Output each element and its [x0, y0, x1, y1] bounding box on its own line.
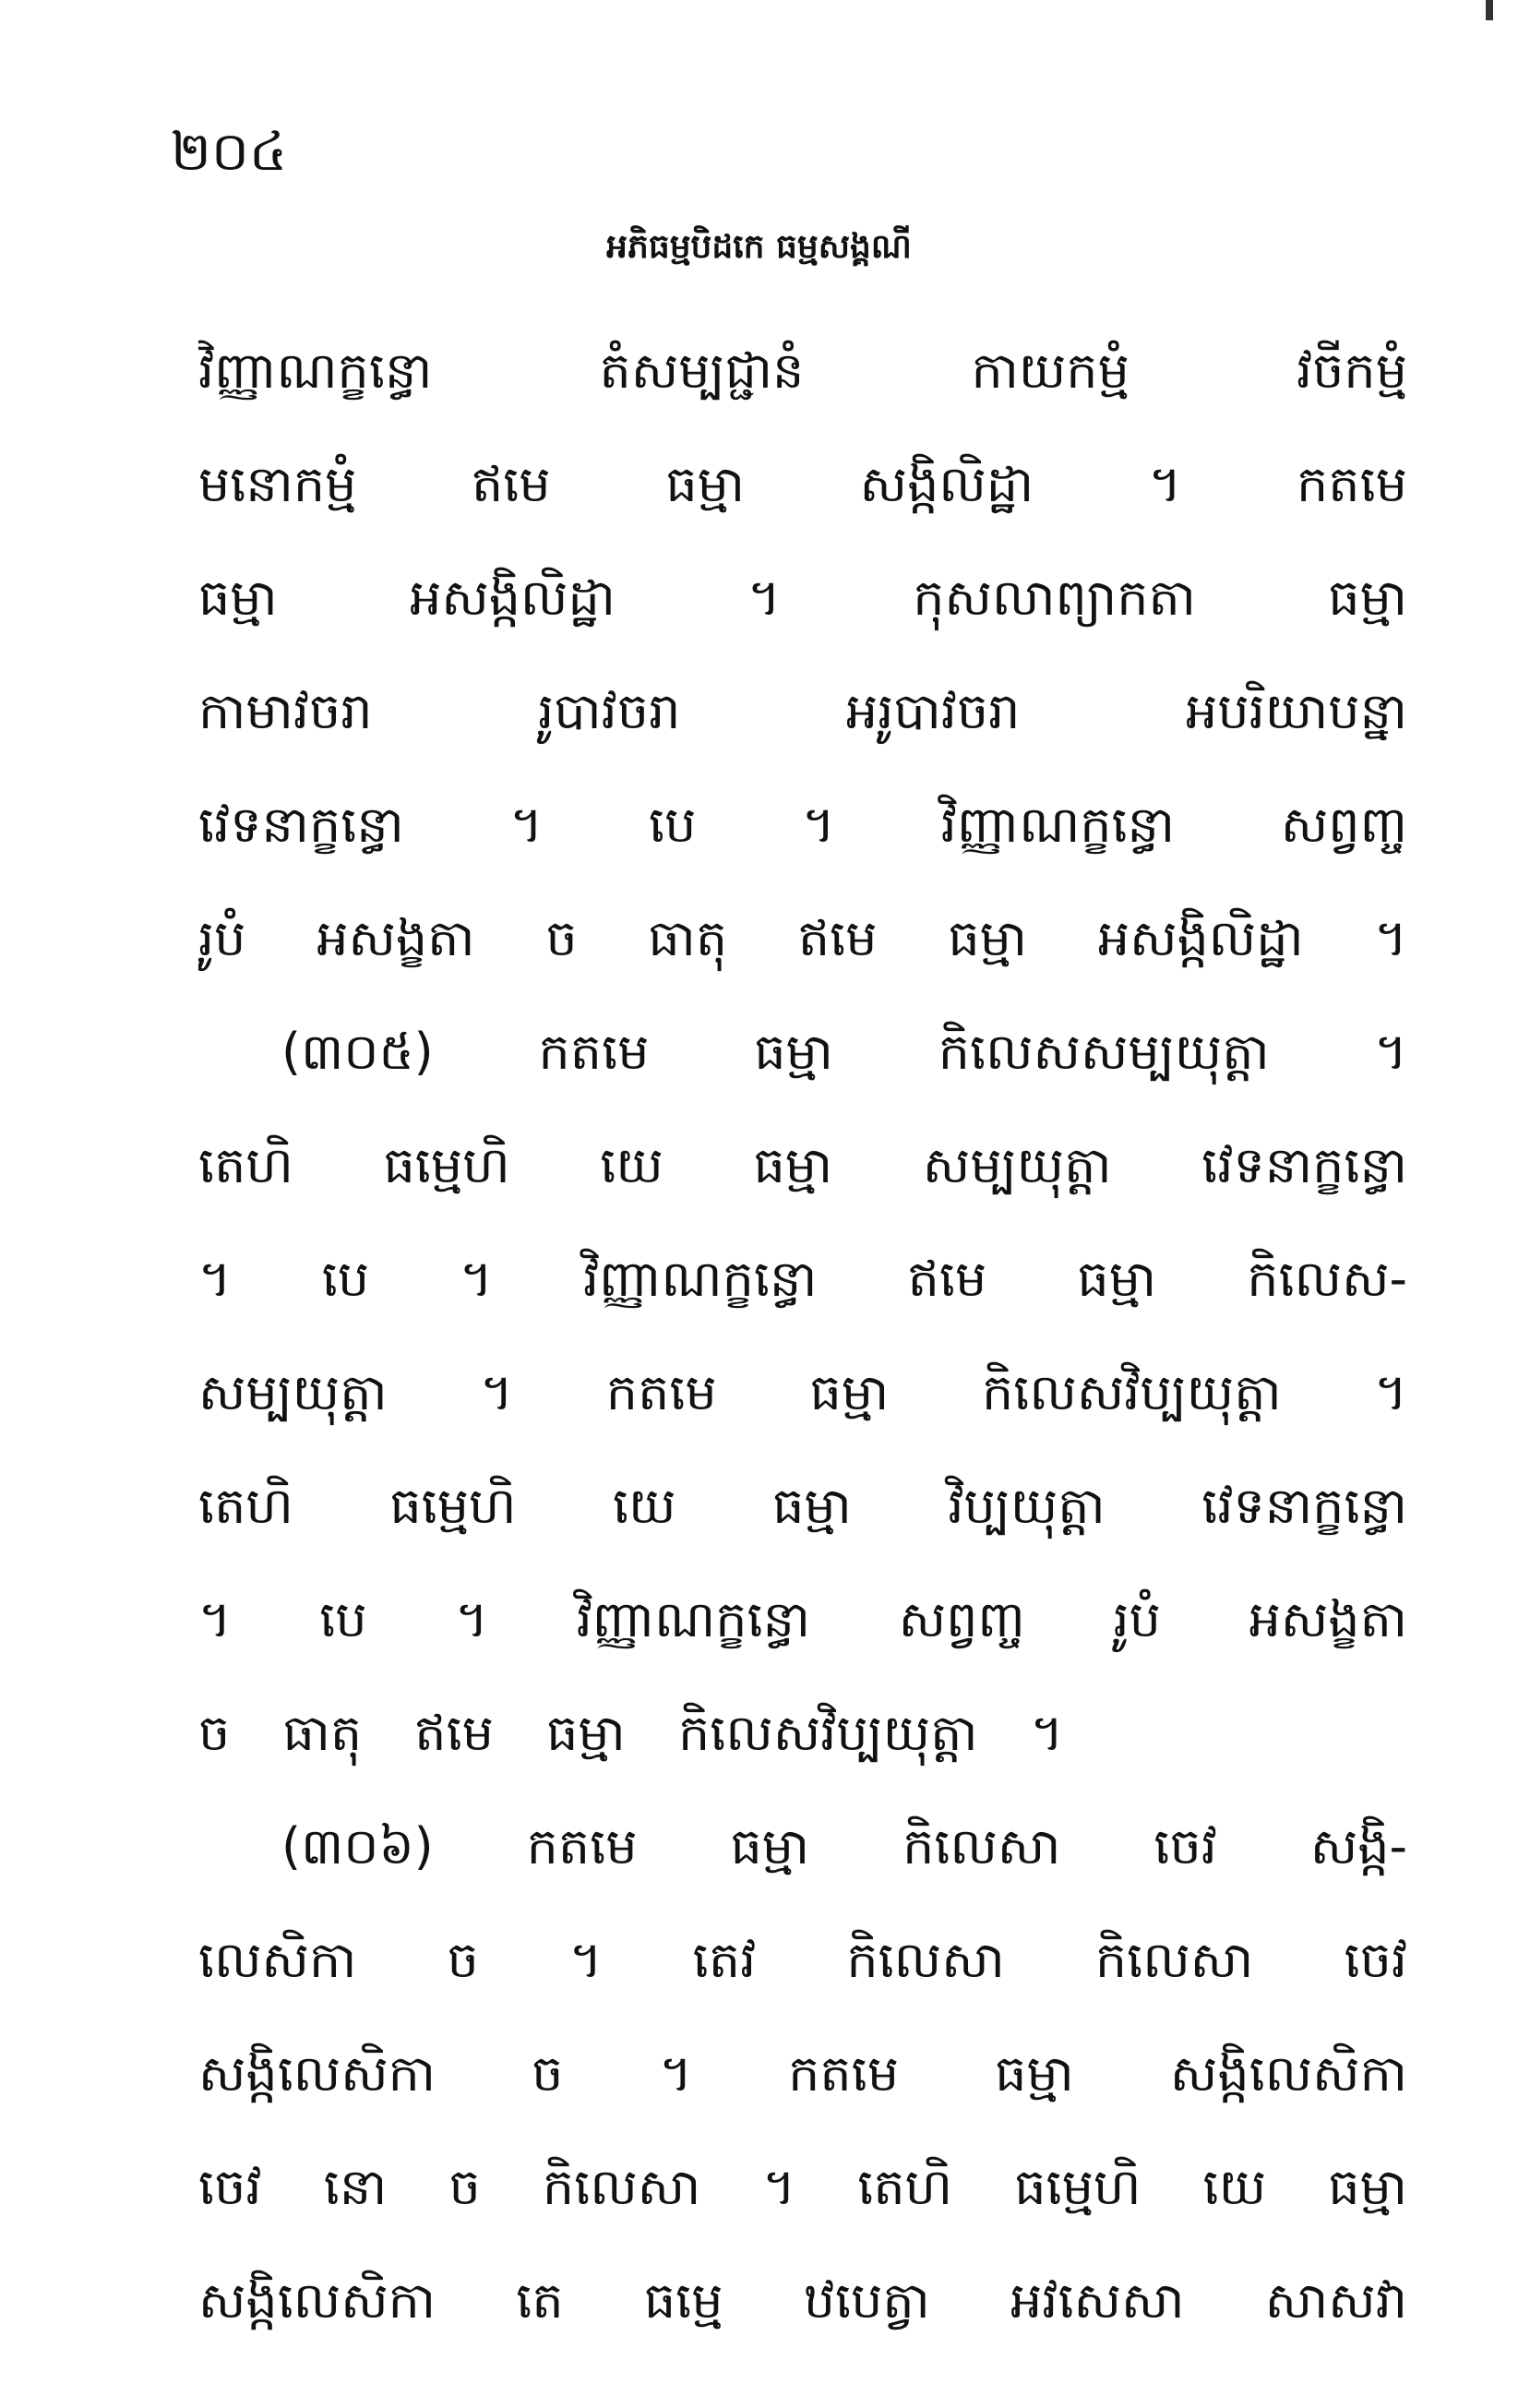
- text-line-5: វេទនាក្ខន្ធោ ។ បេ ។ វិញ្ញាណក្ខន្ធោ សព្វញ្ច: [198, 796, 1407, 854]
- stray-ink-mark: [1486, 0, 1493, 20]
- text-line-12: ។ បេ ។ វិញ្ញាណក្ខន្ធោ សព្វញ្ច រូបំ អសង្ខតា: [198, 1590, 1407, 1648]
- text-line-15: លេសិកា ច ។ តេវ កិលេសា កិលេសា ចេវ: [198, 1931, 1407, 1989]
- page-number: ២០៤: [171, 120, 288, 183]
- running-header: អភិធម្មបិដកេ ធម្មសង្គណី: [606, 228, 912, 266]
- section-305-heading-line: (៣០៥) កតមេ ធម្មា កិលេសសម្បយុត្តា ។: [281, 1023, 1407, 1081]
- text-line-8: តេហិ ធម្មេហិ យេ ធម្មា សម្បយុត្តា វេទនាក្ខន្ធោ: [198, 1136, 1407, 1194]
- text-line-16: សង្កិលេសិកា ច ។ កតមេ ធម្មា សង្កិលេសិកា: [198, 2044, 1407, 2103]
- text-line-6: រូបំ អសង្ខតា ច ធាតុ ឥមេ ធម្មា អសង្កិលិដ្ឋា ។: [198, 909, 1407, 967]
- text-line-4: កាមាវចរា រូបាវចរា អរូបាវចរា អបរិយាបន្នា: [198, 682, 1407, 740]
- text-line-17: ចេវ នោ ច កិលេសា ។ តេហិ ធម្មេហិ យេ ធម្មា: [198, 2158, 1407, 2216]
- body-text: [198, 314, 1407, 2357]
- text-line-9: ។ បេ ។ វិញ្ញាណក្ខន្ធោ ឥមេ ធម្មា កិលេស-: [198, 1250, 1407, 1308]
- text-line-10: សម្បយុត្តា ។ កតមេ ធម្មា កិលេសវិប្បយុត្តា ។: [198, 1363, 1407, 1421]
- text-line-11: តេហិ ធម្មេហិ យេ ធម្មា វិប្បយុត្តា វេទនាក្ខន្ធោ: [198, 1477, 1407, 1535]
- text-line-3: ធម្មា អសង្កិលិដ្ឋា ។ កុសលាព្យាកតា ធម្មា: [198, 569, 1407, 627]
- section-306-heading-line: (៣០៦) កតមេ ធម្មា កិលេសា ចេវ សង្កិ-: [281, 1817, 1407, 1875]
- text-line-2: មនោកម្មំ ឥមេ ធម្មា សង្កិលិដ្ឋា ។ កតមេ: [198, 455, 1407, 513]
- text-line-18: សង្កិលេសិកា តេ ធម្មេ ឋបេត្វា អវសេសា សាសវា: [198, 2271, 1407, 2330]
- text-line-13: ច ធាតុ ឥមេ ធម្មា កិលេសវិប្បយុត្តា ។: [198, 1704, 1064, 1762]
- text-line-1: វិញ្ញាណក្ខន្ធោ តំសម្បជ្ជានំ កាយកម្មំ វចីកម្មំ: [198, 341, 1407, 400]
